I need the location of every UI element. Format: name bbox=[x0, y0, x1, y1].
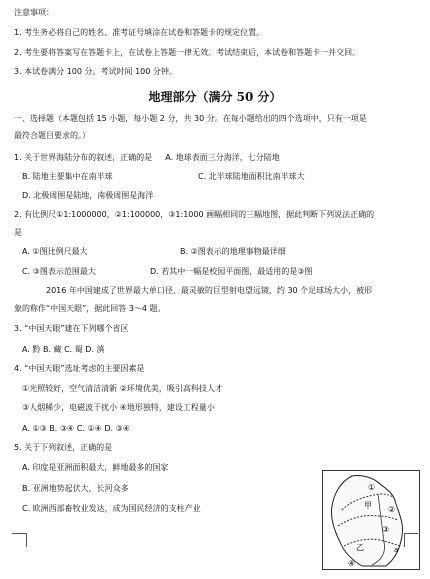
q3-stem: 3. “中国天眼”建在下列哪个省区 bbox=[14, 324, 129, 333]
passage-line-2: 象的称作“中国天眼”，据此回答 3～4 题。 bbox=[14, 304, 166, 313]
q1-option-a: A. 地球表面三分海洋，七分陆地 bbox=[165, 153, 280, 162]
q5-option-b: B. 亚洲地势起伏大，长河众多 bbox=[22, 484, 129, 493]
instructions-line-1: 一、选择题（本题包括 15 小题，每小题 2 分，共 30 分。在每小题给出的四个选项中，只有一项是 bbox=[14, 114, 367, 123]
region-map bbox=[322, 470, 420, 570]
q2-option-d: D. 若其中一幅是校园平面图，最适用的是③图 bbox=[150, 267, 313, 276]
q2-option-b: B. ②图表示的地理事物最详细 bbox=[180, 247, 286, 256]
passage-line-1: 2016 年中国建成了世界最大单口径、最灵敏的巨型射电望远镜，约 30 个足球场大小，被形 bbox=[46, 286, 373, 295]
corner-mark-right-v bbox=[404, 533, 405, 547]
q4-stem: 4. “中国天眼”选址考虑的主要因素是 bbox=[14, 364, 145, 373]
map-label-yi: 乙 bbox=[356, 543, 364, 552]
map-label-1: ① bbox=[368, 483, 376, 492]
corner-mark-right-h bbox=[404, 533, 418, 534]
notice-item-2: 2. 考生要将答案写在答题卡上，在试卷上答题一律无效。考试结束后，本试卷和答题卡一并交回。 bbox=[14, 48, 361, 57]
corner-mark-left-h bbox=[12, 533, 26, 534]
section-title: 地理部分（满分 50 分） bbox=[148, 90, 282, 104]
notice-heading: 注意事项： bbox=[14, 8, 54, 17]
notice-item-1: 1. 考生务必将自己的姓名、准考证号填涂在试卷和答题卡的规定位置。 bbox=[14, 28, 265, 37]
map-label-a: a bbox=[394, 546, 399, 554]
q5-option-a: A. 印度是亚洲面积最大，鲜地最多的国家 bbox=[22, 463, 169, 472]
q3-options: A. 黔 B. 藏 C. 蜀 D. 滇 bbox=[22, 345, 105, 354]
q2-option-a: A. ①图比例尺最大 bbox=[22, 247, 88, 256]
map-outline bbox=[331, 475, 402, 566]
q4-statements-row-2: ③人烟稀少，电磁波干扰小 ④地形独特，建设工程量小 bbox=[22, 403, 215, 412]
notice-item-3: 3. 本试卷满分 100 分。考试时间 100 分钟。 bbox=[14, 67, 177, 76]
region-map-drawing bbox=[322, 470, 420, 570]
q1-stem bbox=[14, 153, 280, 163]
q1-stem-text: 1. 关于世界海陆分布的叙述，正确的是 bbox=[14, 153, 153, 162]
q4-options: A. ①③ B. ③④ C. ①④ D. ③④ bbox=[22, 424, 130, 433]
map-label-4: ④ bbox=[348, 559, 356, 568]
q1-option-b: B. 陆地主要集中在南半球 bbox=[22, 172, 113, 181]
map-label-2: ② bbox=[388, 505, 396, 514]
instructions-line-2: 最符合题目要求的。） bbox=[14, 131, 90, 140]
q5-stem: 5. 关于下列叙述，正确的是 bbox=[14, 443, 113, 452]
corner-mark-left-v bbox=[26, 533, 27, 547]
map-label-jia: 甲 bbox=[364, 501, 372, 510]
q2-stem-2: 是 bbox=[14, 228, 22, 237]
q1-option-c: C. 北半球陆地面积比南半球大 bbox=[198, 172, 305, 181]
q1-option-d: D. 北极周围是陆地，南极周围是海洋 bbox=[22, 191, 154, 200]
map-label-3: ③ bbox=[382, 525, 390, 534]
q2-stem-1: 2. 有比例尺①1:1000000，②1:100000，③1:1000 画幅相同的三幅地图，据此判断下列说法正确的 bbox=[14, 210, 375, 219]
q4-statements-row-1: ①光照较好，空气清洁清新 ②环境优美，吸引高科技人才 bbox=[22, 384, 223, 393]
q2-option-c: C. ③图表示范围最大 bbox=[22, 267, 96, 276]
q5-option-c: C. 欧洲西部畜牧业发达，成为国民经济的支柱产业 bbox=[22, 504, 201, 513]
